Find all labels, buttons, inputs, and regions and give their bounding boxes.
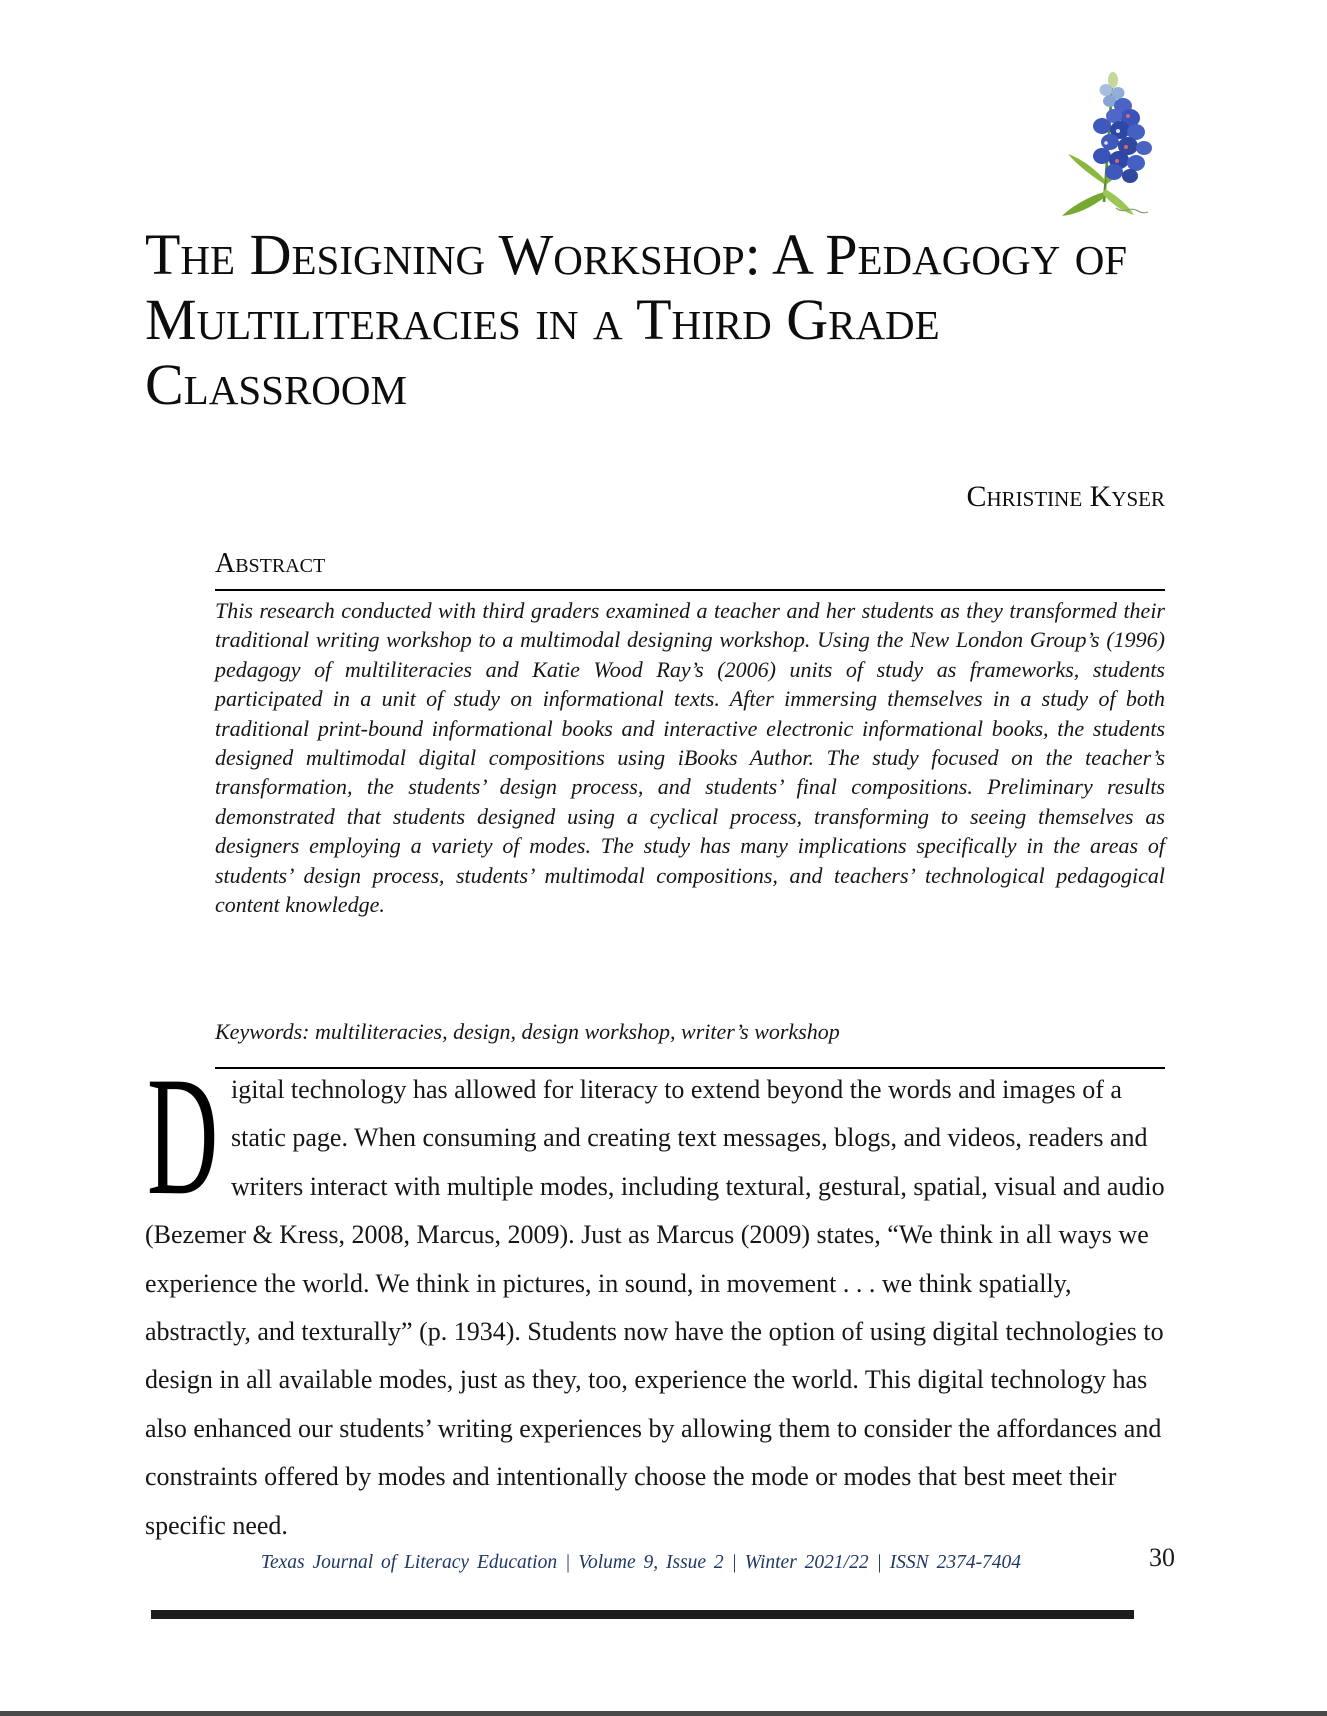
petal-center-dot	[1116, 129, 1120, 133]
petal-center-dot	[1124, 145, 1128, 149]
footer-journal-line: Texas Journal of Literacy Education | Volume 9, Issue 2 | Winter 2021/22 | ISSN 2374-7404	[260, 1552, 1022, 1573]
flower-leaf	[1103, 189, 1134, 215]
flower-petal	[1136, 141, 1152, 155]
petal-center-dot	[1126, 114, 1130, 118]
footer-divider-bar	[151, 1610, 1134, 1619]
flower-petal	[1127, 155, 1145, 171]
page-bottom-edge	[0, 1711, 1327, 1716]
flower-petal	[1101, 134, 1119, 150]
abstract-rule	[215, 589, 1165, 591]
bluebonnet-flower-icon	[1056, 68, 1160, 218]
petal-center-dot	[1104, 141, 1108, 145]
body-paragraph-text: igital technology has allowed for literacy to extend beyond the words and images of a static page. When consuming and creating text messages, blogs, and videos, readers and writers interact with multiple modes, including textural, gestural, spatial, visual and audio (Bezemer & Kress, 2008, Marcus, 2009). Just as Marcus (2009) states, “We think in all ways we experience the world. We think in pictures, in sound, in movement . . . we think spatially, abstractly, and texturally” (p. 1934). Students now have the option of using digital technologies to design in all available modes, just as they, too, experience the world. This digital technology has also enhanced our students’ writing experiences by allowing them to consider the affordances and constraints offered by modes and intentionally choose the mode or modes that best meet their specific need.	[145, 1075, 1165, 1540]
flower-leaf	[1062, 192, 1105, 216]
flower-bud	[1100, 84, 1113, 96]
abstract-heading: Abstract	[215, 548, 326, 579]
body-paragraph	[145, 1042, 1171, 1550]
flower-petal	[1105, 164, 1123, 180]
article-title: The Designing Workshop: A Pedagogy of Multiliteracies in a Third Grade Classroom	[145, 222, 1128, 417]
keywords-line: Keywords: multiliteracies, design, design workshop, writer’s workshop	[215, 1019, 840, 1044]
flower-petal	[1093, 148, 1111, 164]
flower-petal	[1122, 169, 1138, 183]
petal-center-dot	[1115, 159, 1119, 163]
flower-petal	[1093, 118, 1111, 134]
drop-cap: D	[147, 1042, 219, 1230]
author-name: Christine Kyser	[966, 480, 1165, 513]
page-number: 30	[1149, 1543, 1175, 1572]
abstract-text: This research conducted with third graders examined a teacher and her students as they transformed their traditional writing workshop to a multimodal designing workshop. Using the New London Group’s (1996) pedagogy of multiliteracies and Katie Wood Ray’s (2006) units of study as frameworks, students participated in a unit of study on informational texts. After immersing themselves in a study of both traditional print-bound informational books and interactive electronic informational books, the students designed multimodal digital compositions using iBooks Author. The study focused on the teacher’s transformation, the students’ design process, and students’ final compositions. Preliminary results demonstrated that students designed using a cyclical process, transforming to seeing themselves as designers employing a variety of modes. The study has many implications specifically in the areas of students’ design process, students’ multimodal compositions, and teachers’ technological pedagogical content knowledge.	[215, 598, 1165, 918]
